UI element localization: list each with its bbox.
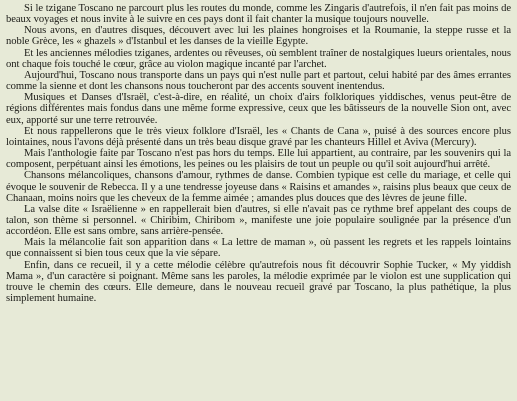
paragraph: Musiques et Danses d'Israël, c'est-à-dire, en réalité, un choix d'airs folkloriques yiddisches, venus peut-être de régions différentes mais fondus dans une même forme expressive, ceux que les bâtisseurs de la nouvelle Sion ont, avec eux, apporté sur une terre retrouvée. [6,92,511,126]
paragraph: Et nous rappellerons que le très vieux folklore d'Israël, les « Chants de Cana », puisé à des sources encore plus lointaines, nous l'avons déjà présenté dans un très beau disque gravé par les chanteurs Hillel et Aviva (Mercury). [6,125,511,148]
paragraph: Enfin, dans ce recueil, il y a cette mélodie célèbre qu'autrefois nous fit découvrir Sophie Tucker, « My yiddish Mama », d'un caractère si poignant. Même sans les paroles, la mélodie exprimée par le violon est une supplication qui trouve le chemin des cœurs. Elle demeure, dans le nouveau recueil gravé par Toscano, la plus pathétique, la plus simplement humaine. [6,259,511,305]
paragraph: Si le tzigane Toscano ne parcourt plus les routes du monde, comme les Zingaris d'autrefois, il n'en fait pas moins de beaux voyages et nous invite à le suivre en ces pays dont il fait chanter la musique toujours nouvelle. [6,3,511,26]
paragraph: Mais la mélancolie fait son apparition dans « La lettre de maman », où passent les regrets et les rappels lointains que connaissent si bien tous ceux que la vie sépare. [6,237,511,260]
paragraph: Mais l'anthologie faite par Toscano n'est pas hors du temps. Elle lui appartient, au contraire, par les souvenirs qui la composent, perpétuant ainsi les émotions, les peines ou les plaisirs de tout un peuple ou qu'il soit aujourd'hui arrêté. [6,148,511,171]
paragraph: La valse dite « Israëlienne » en rappellerait bien d'autres, si elle n'avait pas ce rythme bref appelant des coups de talon, son thème si personnel. « Chiribim, Chiribom », manifeste une joie populaire soulignée par la présence d'un accordéon. Elle est sans ombre, sans arrière-pensée. [6,203,511,238]
paragraph: Aujourd'hui, Toscano nous transporte dans un pays qui n'est nulle part et partout, celui habité par des âmes errantes comme la sienne et dont les chansons nous toucheront par des accents souvent inentendus. [6,69,511,93]
paragraph: Chansons mélancoliques, chansons d'amour, rythmes de danse. Combien typique est celle du mariage, et celle qui évoque le souvenir de Rebecca. Il y a une tendresse joyeuse dans « Raisins et amandes », raisins plus beaux que ceux de Chanaan, moins noirs que les cheveux de la femme aimée ; amandes plus douces que des lèvres de jeune fille. [6,170,511,204]
paragraph: Et les anciennes mélodies tziganes, ardentes ou rêveuses, où semblent traîner de nostalgiques lueurs orientales, nous ont chaque fois touché le cœur, grâce au violon magique incanté par l'archet. [6,47,511,70]
paragraph: Nous avons, en d'autres disques, découvert avec lui les plaines hongroises et la Roumanie, la steppe russe et la noble Grèce, les « ghazels » d'Istanbul et les danses de la vieille Egypte. [6,25,511,48]
